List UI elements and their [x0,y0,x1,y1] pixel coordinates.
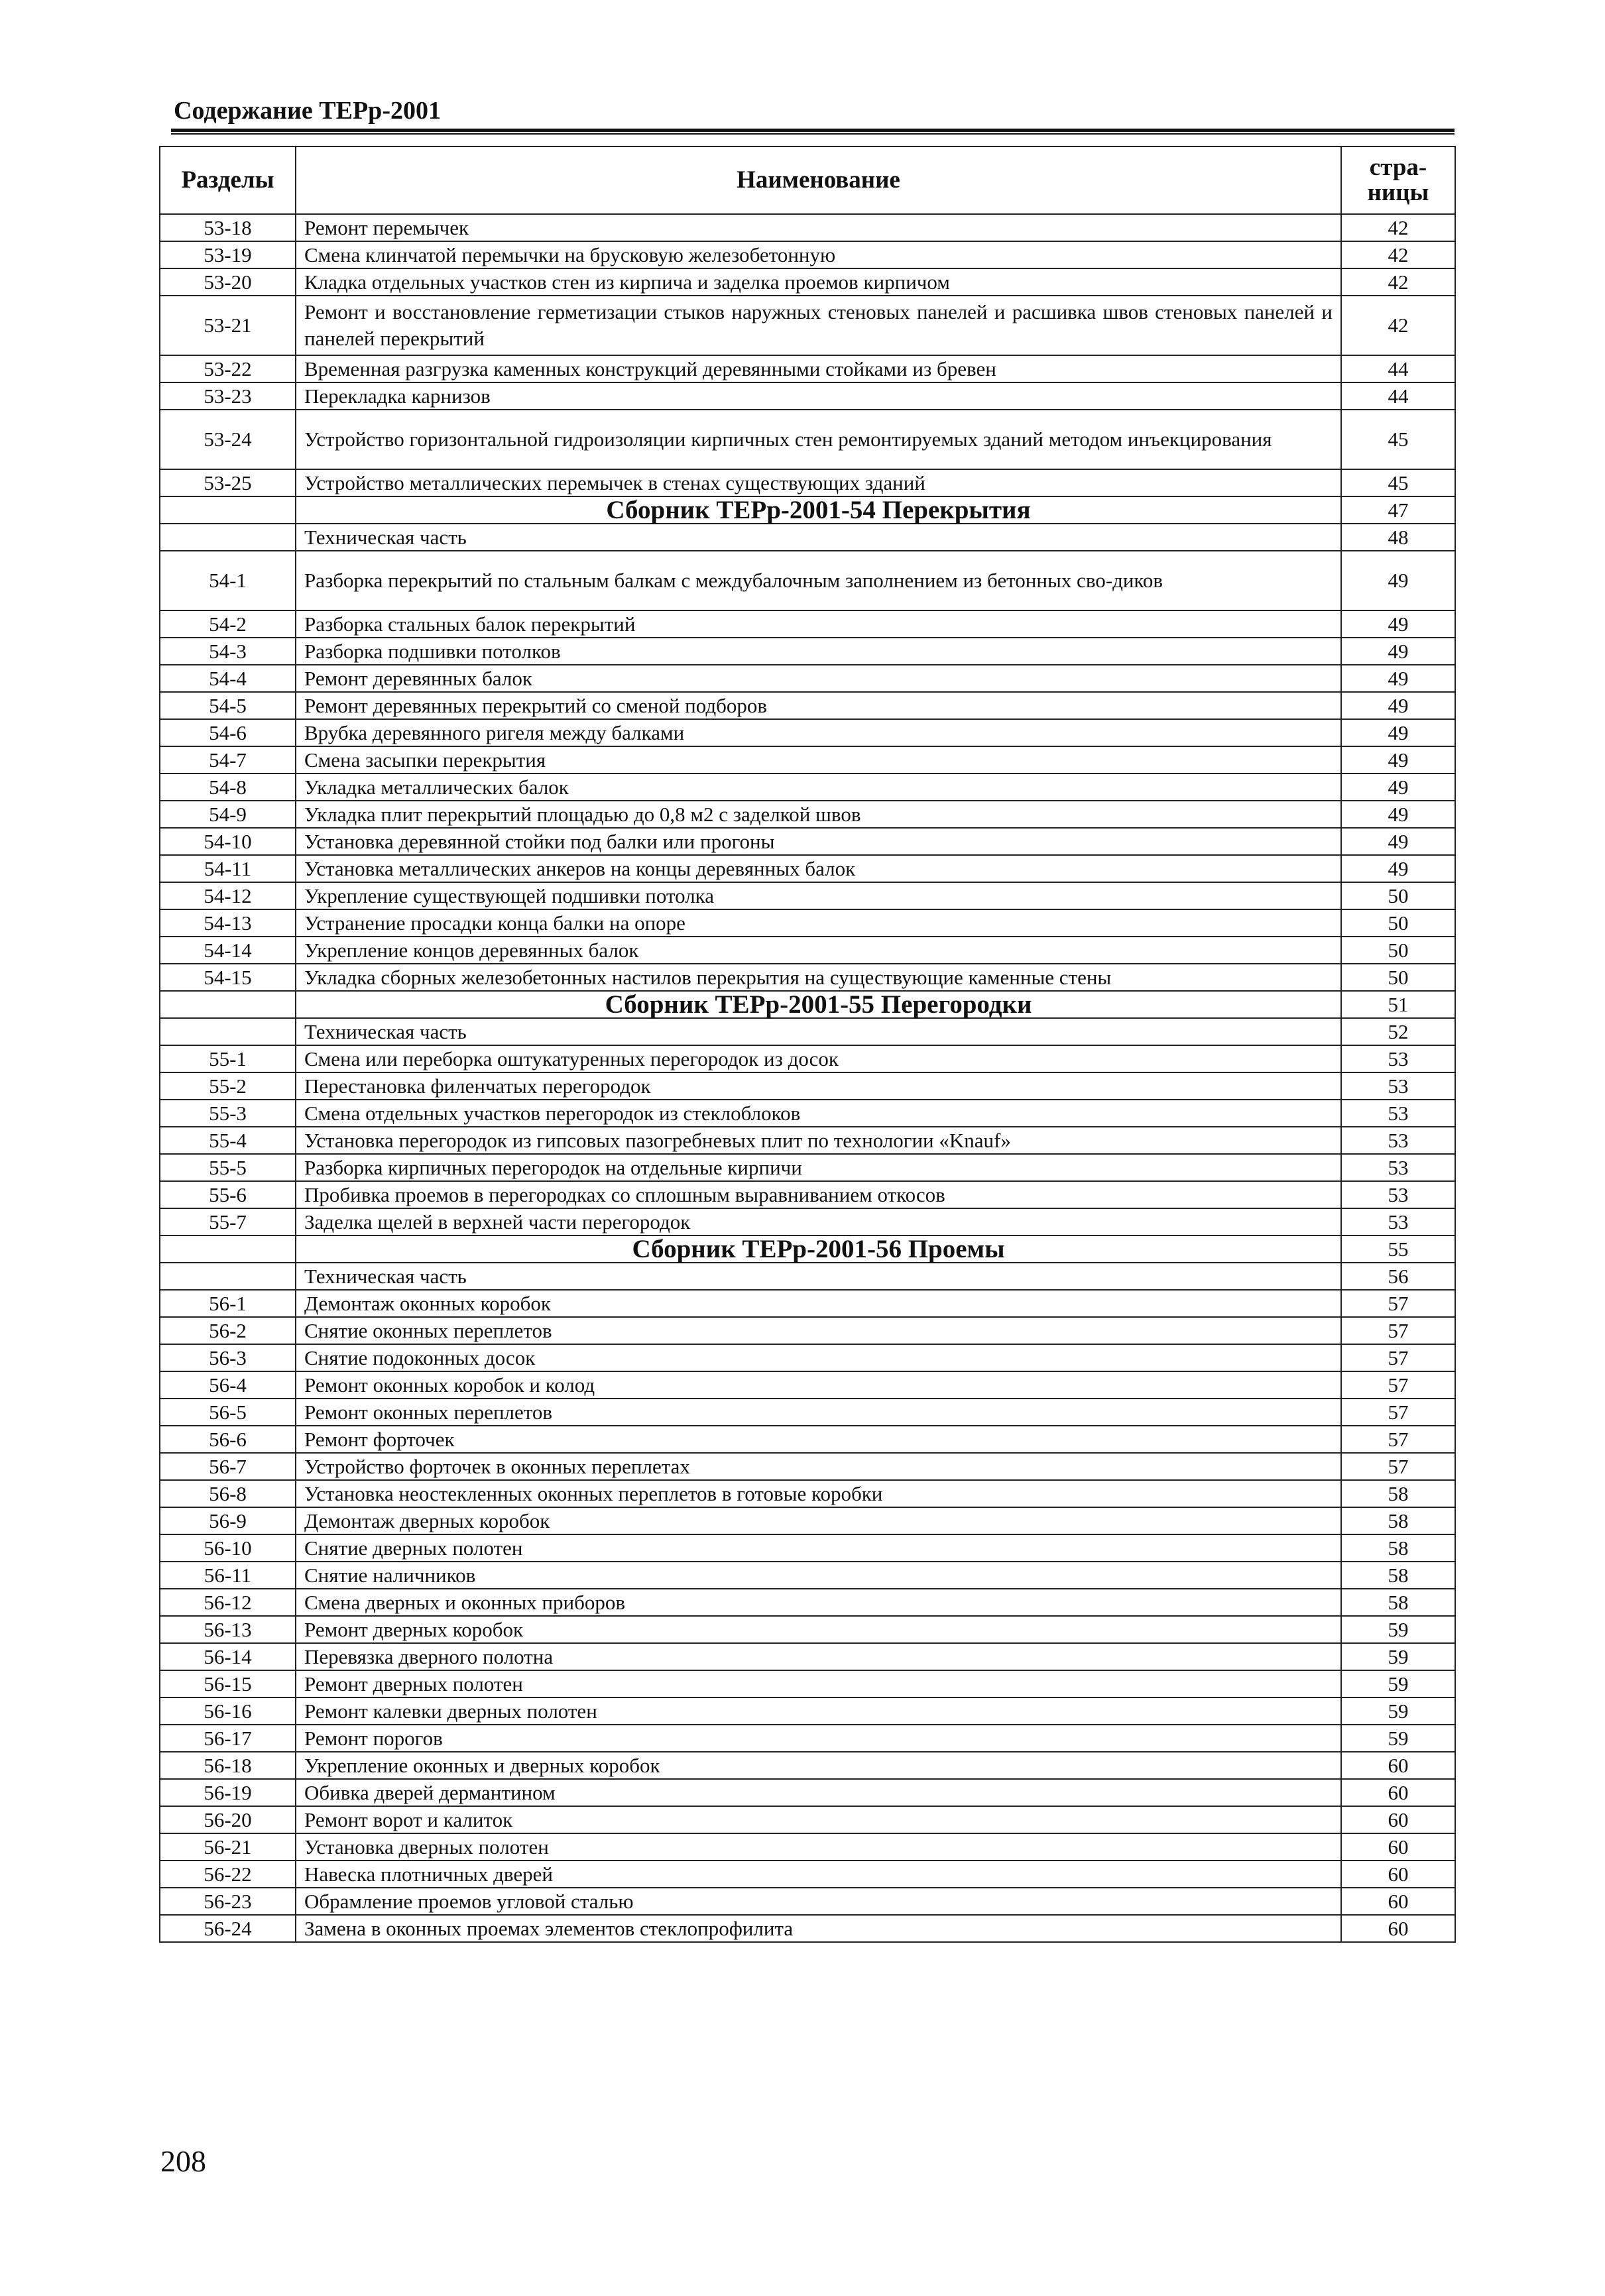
section-title: Ремонт деревянных балок [296,665,1341,692]
table-row [160,410,1455,469]
section-title: Устройство форточек в оконных переплетах [296,1453,1341,1480]
section-title: Укладка сборных железобетонных настилов перекрытия на существующие каменные стены [296,964,1341,991]
page-ref: 57 [1341,1426,1455,1453]
section-title: Перекладка карнизов [296,382,1341,410]
table-row [160,638,1455,665]
page-ref: 53 [1341,1208,1455,1235]
page-ref: 50 [1341,882,1455,909]
table-row [160,964,1455,991]
section-title: Установка деревянной стойки под балки или прогоны [296,828,1341,855]
section-title: Перестановка филенчатых перегородок [296,1072,1341,1100]
page-ref: 60 [1341,1861,1455,1888]
section-code: 56-20 [160,1806,296,1833]
section-title: Техническая часть [296,524,1341,551]
section-code: 56-3 [160,1344,296,1371]
table-row [160,1317,1455,1344]
page-ref: 44 [1341,382,1455,410]
section-code: 53-24 [160,410,296,469]
section-code: 56-6 [160,1426,296,1453]
table-row [160,1534,1455,1562]
page-ref: 55 [1341,1235,1455,1263]
section-code: 53-22 [160,355,296,382]
section-code [160,991,296,1018]
section-title: Установка неостекленных оконных переплетов в готовые коробки [296,1480,1341,1507]
table-row [160,665,1455,692]
page-number: 208 [160,2144,206,2178]
page-ref: 58 [1341,1589,1455,1616]
section-code [160,524,296,551]
section-code [160,1018,296,1045]
section-title: Установка дверных полотен [296,1833,1341,1861]
section-title: Смена отдельных участков перегородок из стеклоблоков [296,1100,1341,1127]
section-title: Установка перегородок из гипсовых пазогребневых плит по технологии «Knauf» [296,1127,1341,1154]
section-code: 53-19 [160,241,296,268]
table-row [160,296,1455,355]
section-code: 56-21 [160,1833,296,1861]
page-ref: 47 [1341,496,1455,524]
section-code: 55-7 [160,1208,296,1235]
section-title: Замена в оконных проемах элементов стеклопрофилита [296,1915,1341,1942]
section-code: 56-12 [160,1589,296,1616]
table-row [160,610,1455,638]
table-row [160,1725,1455,1752]
page-ref: 57 [1341,1453,1455,1480]
page-ref: 45 [1341,410,1455,469]
section-title: Укрепление оконных и дверных коробок [296,1752,1341,1779]
page-ref: 59 [1341,1643,1455,1670]
table-row [160,719,1455,746]
table-row [160,1290,1455,1317]
page-ref: 49 [1341,855,1455,882]
table-row [160,909,1455,937]
section-code: 54-15 [160,964,296,991]
collection-heading-row [160,496,1455,524]
section-title: Ремонт ворот и калиток [296,1806,1341,1833]
section-code: 56-17 [160,1725,296,1752]
section-code: 54-3 [160,638,296,665]
page-ref: 49 [1341,719,1455,746]
header-name: Наименование [296,146,1341,214]
table-body [160,214,1455,1942]
section-title: Ремонт деревянных перекрытий со сменой подборов [296,692,1341,719]
table-row [160,268,1455,296]
table-row [160,1100,1455,1127]
section-title: Укрепление концов деревянных балок [296,937,1341,964]
section-code: 55-1 [160,1045,296,1072]
table-row [160,855,1455,882]
page-ref: 53 [1341,1181,1455,1208]
page-ref: 42 [1341,296,1455,355]
page-ref: 50 [1341,937,1455,964]
section-title: Перевязка дверного полотна [296,1643,1341,1670]
section-code: 54-13 [160,909,296,937]
section-code: 56-19 [160,1779,296,1806]
section-title: Устранение просадки конца балки на опоре [296,909,1341,937]
section-title: Смена клинчатой перемычки на брусковую железобетонную [296,241,1341,268]
page-ref: 53 [1341,1100,1455,1127]
section-title: Обрамление проемов угловой сталью [296,1888,1341,1915]
section-title: Установка металлических анкеров на концы деревянных балок [296,855,1341,882]
table-row [160,524,1455,551]
table-row [160,1616,1455,1643]
page-ref: 59 [1341,1670,1455,1697]
table-header-row [160,146,1455,214]
section-code: 55-5 [160,1154,296,1181]
table-row [160,1399,1455,1426]
section-code: 53-23 [160,382,296,410]
section-code [160,496,296,524]
page-ref: 48 [1341,524,1455,551]
table-row [160,1154,1455,1181]
page-ref: 49 [1341,551,1455,610]
section-title: Ремонт форточек [296,1426,1341,1453]
section-code: 53-18 [160,214,296,241]
section-title: Снятие оконных переплетов [296,1317,1341,1344]
section-title: Ремонт дверных полотен [296,1670,1341,1697]
collection-heading-row [160,991,1455,1018]
page-ref: 53 [1341,1127,1455,1154]
page-ref: 59 [1341,1616,1455,1643]
section-title: Снятие дверных полотен [296,1534,1341,1562]
page-ref: 60 [1341,1779,1455,1806]
collection-title: Сборник ТЕРр-2001-55 Перегородки [296,991,1341,1018]
page-ref: 58 [1341,1534,1455,1562]
section-title: Ремонт калевки дверных полотен [296,1697,1341,1725]
page-ref: 59 [1341,1725,1455,1752]
page-ref: 49 [1341,638,1455,665]
section-title: Заделка щелей в верхней части перегородок [296,1208,1341,1235]
table-row [160,1453,1455,1480]
page-ref: 58 [1341,1507,1455,1534]
section-code: 55-6 [160,1181,296,1208]
section-code: 54-14 [160,937,296,964]
table-row [160,746,1455,774]
page-ref: 59 [1341,1697,1455,1725]
section-title: Техническая часть [296,1018,1341,1045]
section-code: 54-10 [160,828,296,855]
page-ref: 57 [1341,1317,1455,1344]
page-ref: 58 [1341,1480,1455,1507]
section-code: 54-1 [160,551,296,610]
section-code: 56-1 [160,1290,296,1317]
collection-heading-row [160,1235,1455,1263]
table-row [160,1779,1455,1806]
page-ref: 49 [1341,746,1455,774]
table-row [160,828,1455,855]
table-row [160,1507,1455,1534]
section-title: Разборка стальных балок перекрытий [296,610,1341,638]
page-ref: 44 [1341,355,1455,382]
page-ref: 53 [1341,1045,1455,1072]
table-row [160,1208,1455,1235]
page-ref: 53 [1341,1072,1455,1100]
section-code: 54-12 [160,882,296,909]
page-ref: 42 [1341,268,1455,296]
table-row [160,1643,1455,1670]
section-title: Укладка плит перекрытий площадью до 0,8 м2 с заделкой швов [296,801,1341,828]
section-title: Пробивка проемов в перегородках со сплошным выравниванием откосов [296,1181,1341,1208]
page-ref: 51 [1341,991,1455,1018]
table-row [160,1072,1455,1100]
section-title: Ремонт и восстановление герметизации стыков наружных стеновых панелей и расшивка швов стеновых панелей и панелей перекрытий [296,296,1341,355]
section-title: Устройство металлических перемычек в стенах существующих зданий [296,469,1341,496]
section-code: 55-3 [160,1100,296,1127]
section-code: 56-2 [160,1317,296,1344]
section-code: 54-7 [160,746,296,774]
section-code: 56-10 [160,1534,296,1562]
section-title: Временная разгрузка каменных конструкций деревянными стойками из бревен [296,355,1341,382]
section-title: Ремонт порогов [296,1725,1341,1752]
section-title: Разборка подшивки потолков [296,638,1341,665]
table-row [160,355,1455,382]
table-row [160,1344,1455,1371]
section-title: Снятие наличников [296,1562,1341,1589]
table-row [160,1833,1455,1861]
page-ref: 60 [1341,1752,1455,1779]
section-title: Ремонт оконных переплетов [296,1399,1341,1426]
page-ref: 50 [1341,964,1455,991]
page-header-title: Содержание ТЕРр-2001 [174,97,441,125]
section-title: Укладка металлических балок [296,774,1341,801]
table-row [160,1888,1455,1915]
table-row [160,1181,1455,1208]
table-row [160,1752,1455,1779]
table-row [160,382,1455,410]
page-ref: 56 [1341,1263,1455,1290]
table-row [160,937,1455,964]
page-ref: 53 [1341,1154,1455,1181]
section-title: Разборка кирпичных перегородок на отдельные кирпичи [296,1154,1341,1181]
page-ref: 49 [1341,828,1455,855]
table-row [160,469,1455,496]
table-row [160,241,1455,268]
section-code: 55-2 [160,1072,296,1100]
section-code: 53-21 [160,296,296,355]
table-row [160,882,1455,909]
table-row [160,1806,1455,1833]
table-row [160,1371,1455,1399]
section-code: 56-7 [160,1453,296,1480]
section-code: 54-11 [160,855,296,882]
section-code: 56-13 [160,1616,296,1643]
page-ref: 57 [1341,1290,1455,1317]
section-code: 53-25 [160,469,296,496]
page-ref: 49 [1341,610,1455,638]
page-ref: 57 [1341,1344,1455,1371]
table-row [160,1670,1455,1697]
header-pages: стра- ницы [1341,146,1455,214]
table-row [160,1480,1455,1507]
section-title: Ремонт оконных коробок и колод [296,1371,1341,1399]
page-ref: 60 [1341,1833,1455,1861]
table-row [160,214,1455,241]
collection-title: Сборник ТЕРр-2001-56 Проемы [296,1235,1341,1263]
table-row [160,1589,1455,1616]
page-ref: 49 [1341,801,1455,828]
section-code: 56-24 [160,1915,296,1942]
section-code: 56-11 [160,1562,296,1589]
section-title: Смена засыпки перекрытия [296,746,1341,774]
section-code: 54-6 [160,719,296,746]
section-code: 56-8 [160,1480,296,1507]
section-code: 56-16 [160,1697,296,1725]
section-title: Ремонт дверных коробок [296,1616,1341,1643]
section-code: 56-22 [160,1861,296,1888]
section-code [160,1235,296,1263]
collection-title: Сборник ТЕРр-2001-54 Перекрытия [296,496,1341,524]
section-code: 56-9 [160,1507,296,1534]
table-row [160,1861,1455,1888]
table-row [160,1263,1455,1290]
page-ref: 50 [1341,909,1455,937]
section-code: 54-5 [160,692,296,719]
table-row [160,1045,1455,1072]
section-code [160,1263,296,1290]
section-title: Навеска плотничных дверей [296,1861,1341,1888]
page-ref: 42 [1341,241,1455,268]
table-row [160,692,1455,719]
section-title: Укрепление существующей подшивки потолка [296,882,1341,909]
table-row [160,1018,1455,1045]
table-row [160,1562,1455,1589]
section-title: Смена или переборка оштукатуренных перегородок из досок [296,1045,1341,1072]
page-ref: 49 [1341,665,1455,692]
header-rule [171,129,1455,135]
section-title: Обивка дверей дермантином [296,1779,1341,1806]
section-code: 56-4 [160,1371,296,1399]
section-code: 55-4 [160,1127,296,1154]
section-title: Ремонт перемычек [296,214,1341,241]
section-code: 54-8 [160,774,296,801]
table-row [160,774,1455,801]
section-code: 54-9 [160,801,296,828]
page-ref: 60 [1341,1806,1455,1833]
page-ref: 57 [1341,1399,1455,1426]
section-title: Разборка перекрытий по стальным балкам с междубалочным заполнением из бетонных сво-диков [296,551,1341,610]
table-row [160,1426,1455,1453]
section-code: 56-14 [160,1643,296,1670]
table-row [160,1697,1455,1725]
section-title: Техническая часть [296,1263,1341,1290]
table-row [160,1127,1455,1154]
section-title: Демонтаж дверных коробок [296,1507,1341,1534]
section-code: 56-15 [160,1670,296,1697]
table-row [160,1915,1455,1942]
section-code: 56-5 [160,1399,296,1426]
page-ref: 52 [1341,1018,1455,1045]
section-title: Снятие подоконных досок [296,1344,1341,1371]
header-sections: Разделы [160,146,296,214]
table-row [160,801,1455,828]
section-title: Врубка деревянного ригеля между балками [296,719,1341,746]
section-code: 54-2 [160,610,296,638]
page-ref: 60 [1341,1888,1455,1915]
page-ref: 60 [1341,1915,1455,1942]
section-title: Смена дверных и оконных приборов [296,1589,1341,1616]
section-title: Демонтаж оконных коробок [296,1290,1341,1317]
table-row [160,551,1455,610]
page-ref: 58 [1341,1562,1455,1589]
section-title: Устройство горизонтальной гидроизоляции кирпичных стен ремонтируемых зданий методом инъекцирования [296,410,1341,469]
section-code: 54-4 [160,665,296,692]
page-ref: 49 [1341,692,1455,719]
page-ref: 42 [1341,214,1455,241]
contents-table [159,146,1456,1943]
section-code: 56-23 [160,1888,296,1915]
section-code: 53-20 [160,268,296,296]
page-ref: 49 [1341,774,1455,801]
section-code: 56-18 [160,1752,296,1779]
page-ref: 57 [1341,1371,1455,1399]
section-title: Кладка отдельных участков стен из кирпича и заделка проемов кирпичом [296,268,1341,296]
page-ref: 45 [1341,469,1455,496]
